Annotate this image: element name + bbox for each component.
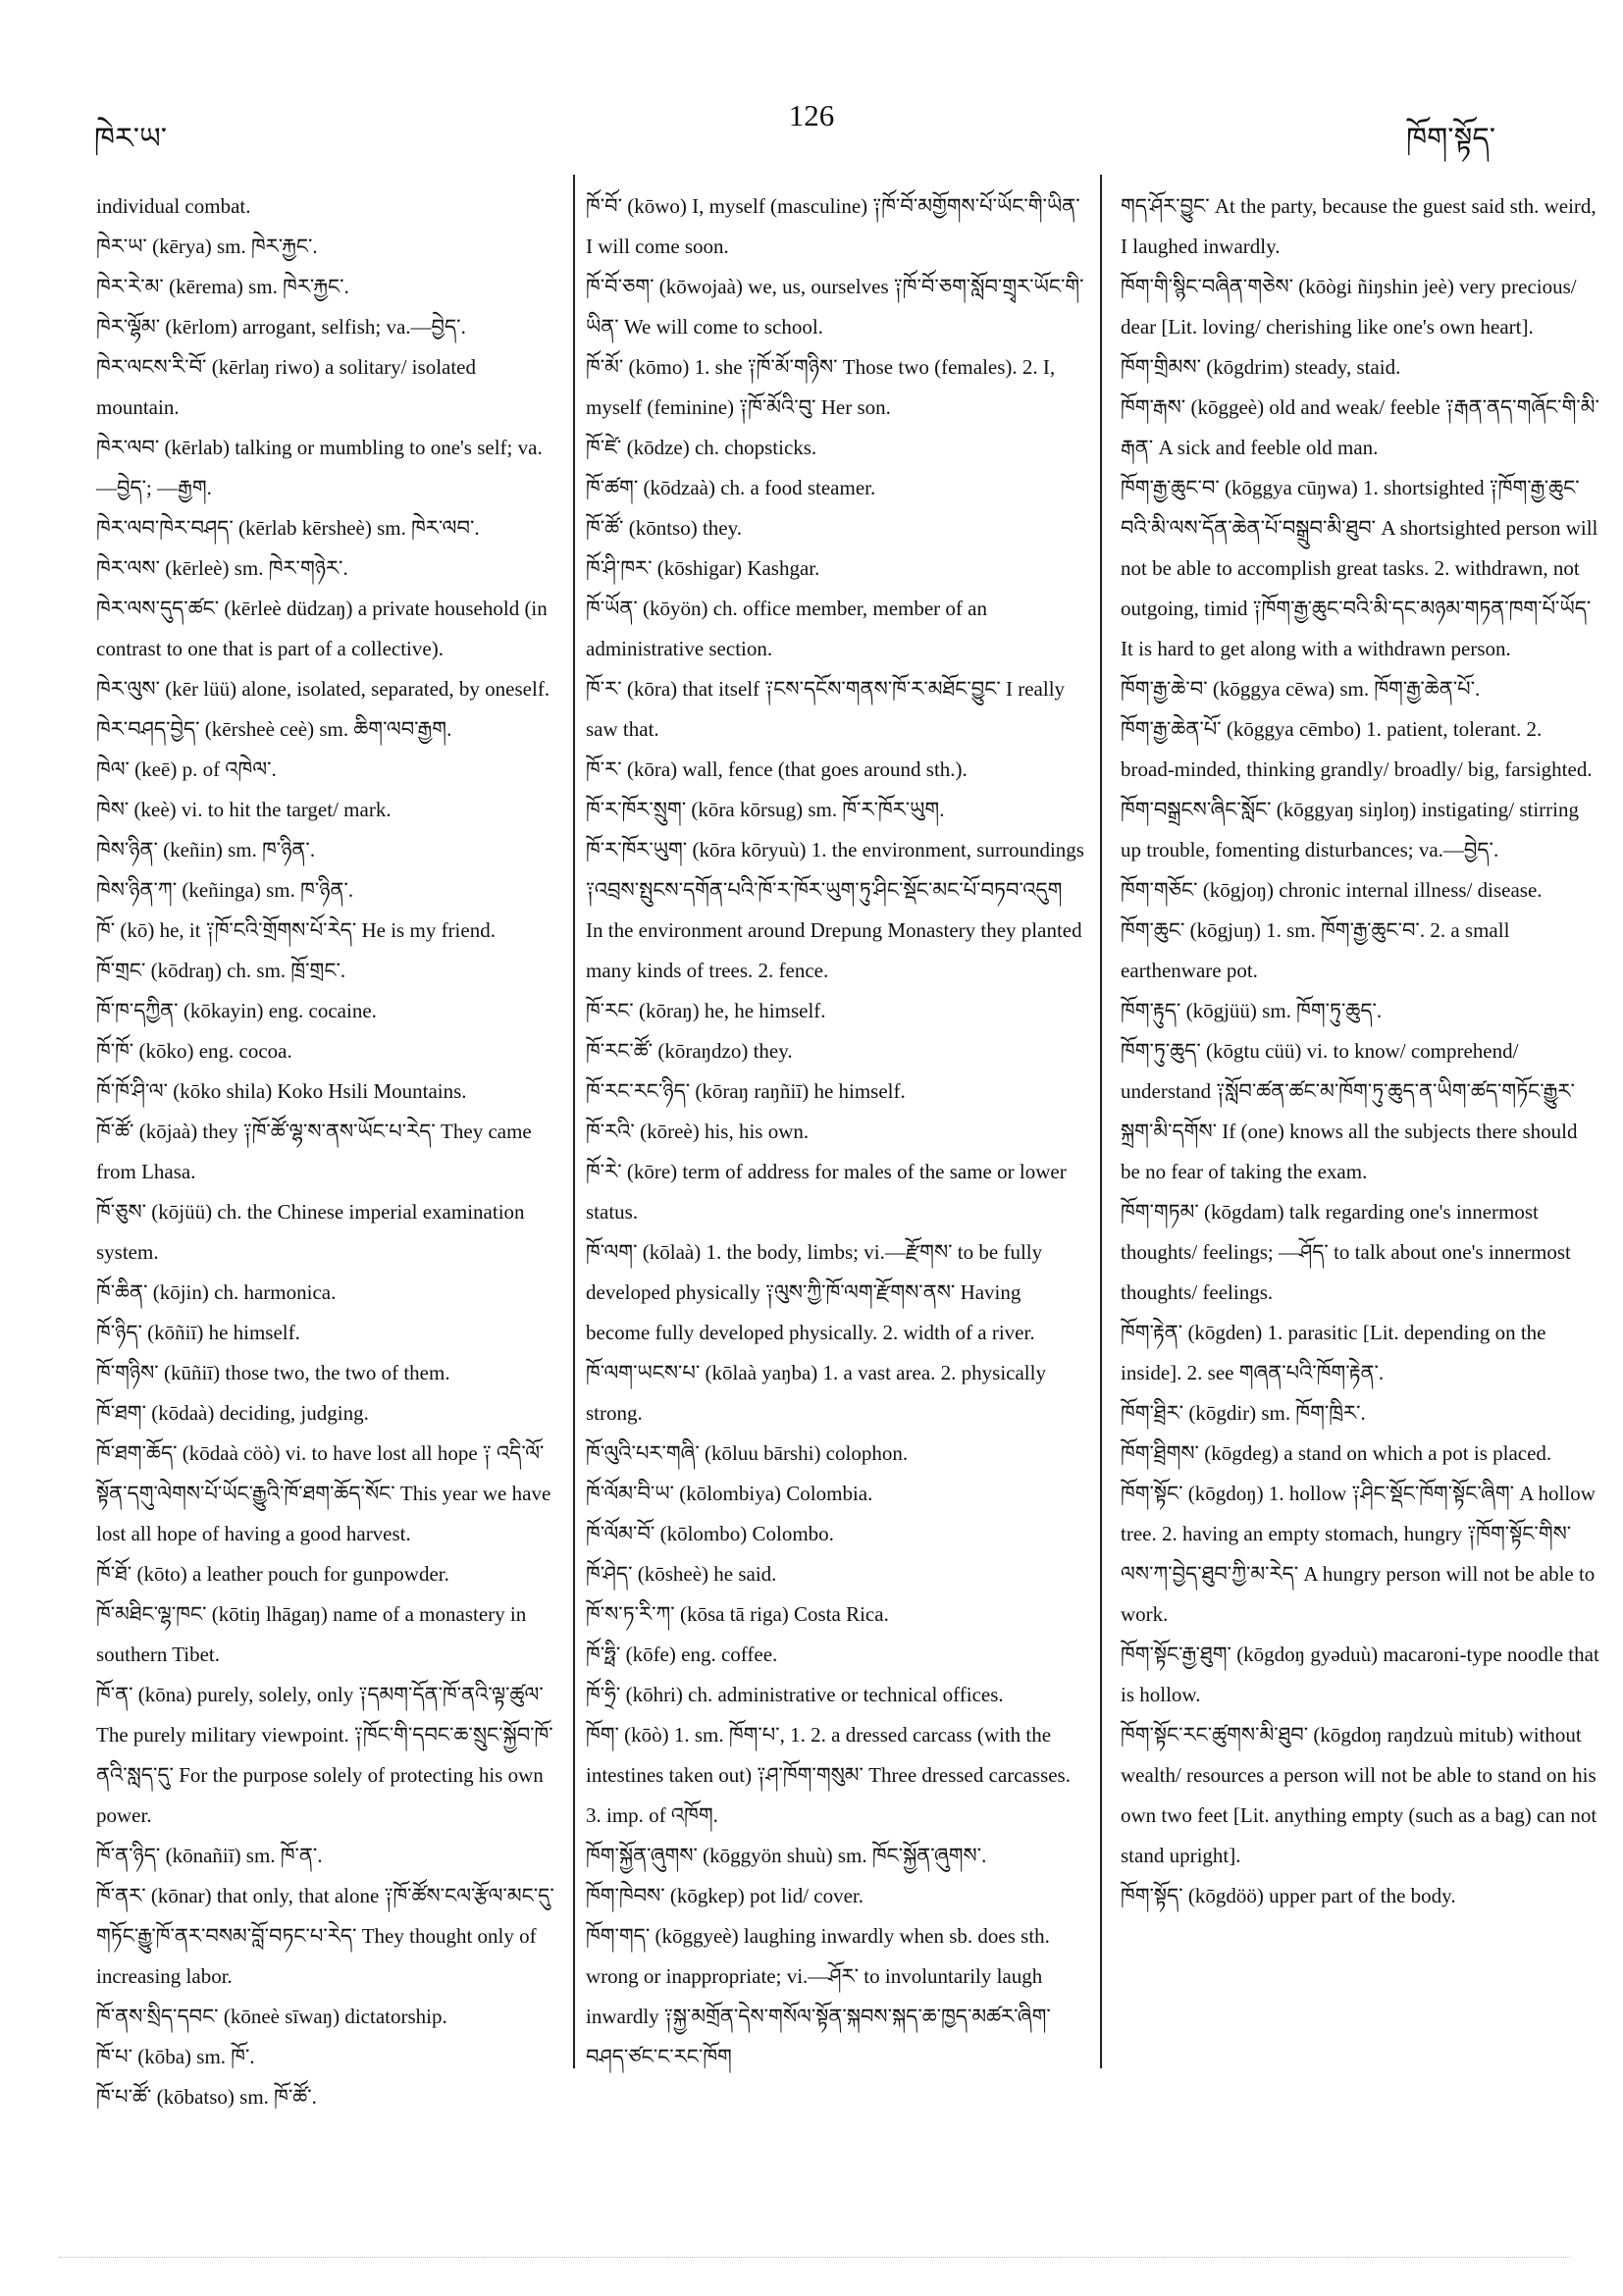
dictionary-entry: ཁོག་སྟོང་རྒྱ་ཐུག་ (kōgdoŋ gyǝduù) macaroni-type noodle that is hollow. [1121, 1643, 1599, 1706]
dictionary-entry: ཁོག་གཅོང་ (kōgjoŋ) chronic internal illness/ disease. [1121, 878, 1543, 902]
dictionary-entry: ཁེར་ལས་དུད་ཚང་ (kērleè düdzaŋ) a private household (in contrast to one that is part of a collective). [96, 597, 548, 660]
dictionary-entry: ཁོ་ནས་སྲིད་དབང་ (kōneè sīwaŋ) dictatorship. [96, 2005, 447, 2028]
dictionary-entry: ཁོ་རང་ (kōraŋ) he, he himself. [586, 999, 826, 1022]
left-running-head: ཁེར་ཡ་ [94, 122, 168, 156]
dictionary-entry: ཁོ་གྲང་ (kōdraŋ) ch. sm. ཁྲོ་གྲང་. [96, 959, 346, 982]
dictionary-entry: ཁོ་ཛེ་ (kōdze) ch. chopsticks. [586, 436, 817, 459]
dictionary-entry: ཁོ་ཤེད་ (kōsheè) he said. [586, 1562, 777, 1586]
dictionary-entry: ཁོ་ཅུས་ (kōjüü) ch. the Chinese imperial examination system. [96, 1200, 525, 1264]
dictionary-entry: ཁོག་གྲིམས་ (kōgdrim) steady, staid. [1121, 355, 1401, 379]
dictionary-entry: ཁོ་པ་ (kōba) sm. ཁོ་. [96, 2045, 255, 2068]
dictionary-entry: ཁོ་ཁོ་ (kōko) eng. cocoa. [96, 1039, 292, 1063]
dictionary-entry: ཁོ་ལོམ་བོ་ (kōlombo) Colombo. [586, 1522, 834, 1545]
column-left [94, 186, 561, 2117]
dictionary-entry: ཁེར་ལས་ (kērleè) sm. ཁེར་གཉེར་. [96, 556, 348, 580]
dictionary-entry: ཁོ་ཚོ་ (kōntso) they. [586, 516, 743, 540]
dictionary-entry: ཁོ་ར་ཁོར་སྲུག་ (kōra kōrsug) sm. ཁོ་ར་ཁོར་ཡུག. [586, 798, 945, 821]
dictionary-entry: ཁོག་བསྒྲངས་ཞིང་སློང་ (kōggyaŋ siŋloŋ) instigating/ stirring up trouble, fomenting disturbances; va.—བྱེད་. [1121, 798, 1580, 861]
dictionary-entry: ཁེར་ཡ་ (kērya) sm. ཁེར་རྐྱང་. [96, 235, 318, 258]
dictionary-entry: གད་ཤོར་བྱུང་ At the party, because the guest said sth. weird, I laughed inwardly. [1121, 194, 1597, 258]
dictionary-entry: ཁེར་ལྷོམ་ (kērlom) arrogant, selfish; va.—བྱེད་. [96, 315, 466, 339]
dictionary-entry: ཁོ་རང་རང་ཉིད་ (kōraŋ raŋñiī) he himself. [586, 1079, 906, 1103]
dictionary-entry: ཁོ་མོ་ (kōmo) 1. she ༑ཁོ་མོ་གཉིས་ Those two (females). 2. I, myself (feminine) ༑ཁོ་མོའི་བུ་ Her son. [586, 355, 1056, 419]
dictionary-entry: ཁོ་ཐག་ (kōdaà) deciding, judging. [96, 1401, 369, 1425]
dictionary-entry: ཁོ་པ་ཚོ་ (kōbatso) sm. ཁོ་ཚོ་. [96, 2085, 317, 2109]
dictionary-entry: ཁོག་ (kōò) 1. sm. ཁོག་པ་, 1. 2. a dressed carcass (with the intestines taken out) ༑ཤ་ཁོག་གསུམ་ Three dressed carcasses. 3. imp. of འཁོག. [586, 1723, 1071, 1827]
dictionary-entry: ཁོ་ར་ (kōra) that itself ༑ངས་དངོས་གནས་ཁོ་ར་མཐོང་བྱུང་ I really saw that. [586, 677, 1066, 741]
dictionary-entry: ཁོ་རའི་ (kōreè) his, his own. [586, 1120, 810, 1143]
dictionary-entry: ཁོ་ལག་ (kōlaà) 1. the body, limbs; vi.—རྫོགས་ to be fully developed physically ༑ལུས་ཀྱི་ཁོ་ལག་རྫོགས་ནས་ Having become fully developed physically. 2. width of a river. [586, 1240, 1043, 1344]
dictionary-entry: ཁོག་རྟུད་ (kōgjüü) sm. ཁོག་ཏུ་ཆུད་. [1121, 999, 1383, 1022]
dictionary-entry: ཁོག་སྟོད་ (kōgdöö) upper part of the body. [1121, 1884, 1456, 1907]
dictionary-entry: ཁོག་རྒྱ་ཆེ་བ་ (kōggya cēwa) sm. ཁོག་རྒྱ་ཆེན་པོ་. [1121, 677, 1481, 701]
dictionary-entry: ཁོ་ལོམ་བི་ཡ་ (kōlombiya) Colombia. [586, 1482, 873, 1505]
dictionary-entry: ཁོ་བོ་ (kōwo) I, myself (masculine) ༑ཁོ་བོ་མགྱོགས་པོ་ཡོང་གི་ཡིན་ I will come soon. [586, 194, 1080, 258]
dictionary-entry: ཁོག་རྒྱ་ཆུང་བ་ (kōggya cūŋwa) 1. shortsighted ༑ཁོག་རྒྱ་ཆུང་བའི་མི་ལས་དོན་ཆེན་པོ་བསྒྲུབ་མི་ཐུབ་ A shortsighted person will not be able to accomplish great tasks. 2. withdrawn, not outgoing, timid ༑ཁོག་རྒྱ་ཆུང་བའི་མི་དང་མཉམ་གཏན་ཁག་པོ་ཡོད་ It is hard to get along with a withdrawn person. [1121, 476, 1598, 660]
dictionary-entry: ཁོ་ཐག་ཆོད་ (kōdaà cöò) vi. to have lost all hope ༑ འདི་ལོ་སྟོན་དགུ་ལེགས་པོ་ཡོང་རྒྱུའི་ཁོ་ཐག་ཆོད་སོང་ This year we have lost all hope of having a good harvest. [96, 1441, 551, 1545]
column-divider [573, 175, 575, 2068]
dictionary-entry: ཁེས་ (keè) vi. to hit the target/ mark. [96, 798, 392, 821]
right-running-head: ཁོག་སྟོད་ [1406, 122, 1495, 156]
dictionary-entry: ཁོ་ཡོན་ (kōyön) ch. office member, member of an administrative section. [586, 597, 987, 660]
dictionary-entry: individual combat. [96, 194, 251, 218]
dictionary-entry: ཁོ་ཚོ་ (kōjaà) they ༑ཁོ་ཚོ་ལྷ་ས་ནས་ཡོང་པ་རེད་ They came from Lhasa. [96, 1120, 532, 1183]
dictionary-entry: ཁོག་ཁེབས་ (kōgkep) pot lid/ cover. [586, 1884, 864, 1907]
dictionary-entry: ཁོག་རྟེན་ (kōgden) 1. parasitic [Lit. depending on the inside]. 2. see གཞན་པའི་ཁོག་རྟེན་. [1121, 1321, 1546, 1384]
dictionary-entry: ཁེར་ལབ་ (kērlab) talking or mumbling to one's self; va.—བྱེད་; —རྒྱག. [96, 436, 543, 499]
dictionary-entry: ཁོག་སྟོང་ (kōgdoŋ) 1. hollow ༑ཤིང་སྡོང་ཁོག་སྟོང་ཞིག་ A hollow tree. 2. having an empty stomach, hungry ༑ཁོག་སྟོང་གིས་ལས་ཀ་བྱེད་ཐུབ་ཀྱི་མ་རེད་ A hungry person will not be able to work. [1121, 1482, 1596, 1626]
dictionary-entry: ཁོག་ཆུང་ (kōgjuŋ) 1. sm. ཁོག་རྒྱ་ཆུང་བ་. 2. a small earthenware pot. [1121, 918, 1510, 982]
page-number: 126 [788, 98, 835, 132]
dictionary-entry: ཁོ་བོ་ཅག་ (kōwojaà) we, us, ourselves ༑ཁོ་བོ་ཅག་སློབ་གྲྭར་ཡོང་གི་ཡིན་ We will come to school. [586, 275, 1084, 339]
dictionary-entry: ཁོག་ཐྲིགས་ (kōgdeg) a stand on which a pot is placed. [1121, 1441, 1552, 1465]
dictionary-entry: ཁོག་རྒྱ་ཆེན་པོ་ (kōggya cēmbo) 1. patient, tolerant. 2. broad-minded, thinking grandly/ broadly/ big, farsighted. [1121, 717, 1593, 781]
dictionary-entry: ཁོ་རེ་ (kōre) term of address for males of the same or lower status. [586, 1160, 1067, 1224]
dictionary-entry: ཁོ་ཁ་དཀྱིན་ (kōkayin) eng. cocaine. [96, 999, 377, 1022]
dictionary-entry: ཁོ་ན་ (kōna) purely, solely, only ༑དམག་དོན་ཁོ་ནའི་ལྟ་ཚུལ་ The purely military viewpoint. ༑ཁོང་གི་དབང་ཆ་སྲུང་སྐྱོབ་ཁོ་ནའི་སླད་དུ་ For the purpose solely of protecting his own power. [96, 1683, 553, 1827]
dictionary-entry: ཁོ་ས་ཏ་རི་ཀ་ (kōsa tā riga) Costa Rica. [586, 1602, 889, 1626]
bottom-scan-edge [59, 2257, 1570, 2258]
dictionary-entry: ཁོ་ (kō) he, it ༑ཁོ་ངའི་གྲོགས་པོ་རེད་ He is my friend. [96, 918, 496, 942]
dictionary-entry: ཁོ་རང་ཚོ་ (kōraŋdzo) they. [586, 1039, 793, 1063]
dictionary-entry: ཁོ་ཐོ་ (kōto) a leather pouch for gunpowder. [96, 1562, 449, 1586]
dictionary-entry: ཁེར་ལུས་ (kēr lüü) alone, isolated, separated, by oneself. [96, 677, 550, 701]
dictionary-entry: ཁེར་བཤད་བྱེད་ (kērsheè ceè) sm. ཆིག་ལབ་རྒྱག. [96, 717, 452, 741]
dictionary-entry: ཁོ་ལུའི་པར་གཞི་ (kōluu bārshi) colophon. [586, 1441, 909, 1465]
dictionary-entry: ཁོ་ནར་ (kōnar) that only, that alone ༑ཁོ་ཚོས་ངལ་རྩོལ་མང་དུ་གཏོང་རྒྱུ་ཁོ་ནར་བསམ་བློ་བཏང་པ་རེད་ They thought only of increasing labor. [96, 1884, 554, 1988]
dictionary-entry: ཁེར་རེ་མ་ (kērema) sm. ཁེར་རྐྱང་. [96, 275, 349, 298]
dictionary-entry: ཁེལ་ (keē) p. of འཁེལ་. [96, 757, 277, 781]
column-right [1119, 186, 1599, 1916]
dictionary-entry: ཁེར་ལངས་རི་བོ་ (kērlaŋ riwo) a solitary/ isolated mountain. [96, 355, 477, 419]
dictionary-entry: ཁོག་ཐྲིར་ (kōgdir) sm. ཁོག་ཁྲིར་. [1121, 1401, 1366, 1425]
dictionary-entry: ཁེར་ལབ་ཁེར་བཤད་ (kērlab kērsheè) sm. ཁེར་ལབ་. [96, 516, 480, 540]
dictionary-entry: ཁོག་རྒས་ (kōggeè) old and weak/ feeble ༑རྒན་ནད་གཞོང་གི་མི་རྒན་ A sick and feeble old man. [1121, 395, 1599, 459]
dictionary-entry: ཁོ་ར་ (kōra) wall, fence (that goes around sth.). [586, 757, 968, 781]
dictionary-entry: ཁོ་ཤི་ཁར་ (kōshigar) Kashgar. [586, 556, 820, 580]
dictionary-entry: ཁེས་ཉིན་ཀ་ (keñinga) sm. ཁ་ཉིན་. [96, 878, 354, 902]
column-divider [1100, 175, 1102, 2068]
dictionary-entry: ཁོ་ཆིན་ (kōjin) ch. harmonica. [96, 1280, 337, 1304]
dictionary-entry: ཁོ་ཉིད་ (kōñiī) he himself. [96, 1321, 300, 1344]
dictionary-entry: ཁོ་མཐིང་ལྷ་ཁང་ (kōtiŋ lhāgaŋ) name of a monastery in southern Tibet. [96, 1602, 527, 1666]
dictionary-entry: ཁེས་ཉིན་ (keñin) sm. ཁ་ཉིན་. [96, 838, 316, 861]
dictionary-entry: ཁོ་ར་ཁོར་ཡུག་ (kōra kōryuù) 1. the environment, surroundings ༑འབྲས་སྤུངས་དགོན་པའི་ཁོ་ར་ཁོར་ཡུག་ཏུ་ཤིང་སྡོང་མང་པོ་བཏབ་འདུག In the environment around Drepung Monastery they planted many kinds of trees. 2. fence. [586, 838, 1084, 982]
dictionary-entry: ཁོག་ཏུ་ཆུད་ (kōgtu cüü) vi. to know/ comprehend/ understand ༑སློབ་ཚན་ཚང་མ་ཁོག་ཏུ་ཆུད་ན་ཡིག་ཚད་གཏོང་རྒྱུར་སྐྲག་མི་དགོས་ If (one) knows all the subjects there should be no fear of taking the exam. [1121, 1039, 1578, 1183]
dictionary-entry: ཁོ་ལག་ཡངས་པ་ (kōlaà yaŋba) 1. a vast area. 2. physically strong. [586, 1361, 1046, 1425]
dictionary-entry: ཁོ་ཚག་ (kōdzaà) ch. a food steamer. [586, 476, 876, 499]
dictionary-entry: ཁོག་གི་སྙིང་བཞིན་གཅེས་ (kōògi ñiŋshin jeè) very precious/ dear [Lit. loving/ cherishing like one's own heart]. [1121, 275, 1577, 339]
dictionary-entry: ཁོ་ན་ཉིད་ (kōnañiī) sm. ཁོ་ན་. [96, 1844, 323, 1867]
dictionary-entry: ཁོ་གཉིས་ (kūñiī) those two, the two of them. [96, 1361, 450, 1384]
dictionary-entry: ཁོག་སྟོང་རང་ཚུགས་མི་ཐུབ་ (kōgdoŋ raŋdzuù mitub) without wealth/ resources a person will not be able to stand on his own two feet [Lit. anything empty (such as a bag) can not stand upright]. [1121, 1723, 1597, 1867]
dictionary-entry: ཁོ་ཁོ་ཤི་ལ་ (kōko shila) Koko Hsili Mountains. [96, 1079, 467, 1103]
dictionary-entry: ཁོ་ཧྲི་ (kōhri) ch. administrative or technical offices. [586, 1683, 1004, 1706]
dictionary-entry: ཁོག་སྐྱོན་ཞུགས་ (kōggyön shuù) sm. ཁོང་སྐྱོན་ཞུགས་. [586, 1844, 987, 1867]
dictionary-entry: ཁོག་གད་ (kōggyeè) laughing inwardly when sb. does sth. wrong or inappropriate; vi.—ཤོར་ to involuntarily laugh inwardly ༑སྐྱ་མགྲོན་དེས་གསོལ་སྟོན་སྐབས་སྐད་ཆ་ཁྱད་མཚར་ཞིག་བཤད་ཙང་ང་རང་ཁོག [586, 1924, 1051, 2068]
dictionary-entry: ཁོ་ཧྥི་ (kōfe) eng. coffee. [586, 1643, 778, 1666]
column-middle [584, 186, 1084, 2077]
dictionary-entry: ཁོག་གཏམ་ (kōgdam) talk regarding one's innermost thoughts/ feelings; —ཤོད་ to talk about one's innermost thoughts/ feelings. [1121, 1200, 1571, 1304]
